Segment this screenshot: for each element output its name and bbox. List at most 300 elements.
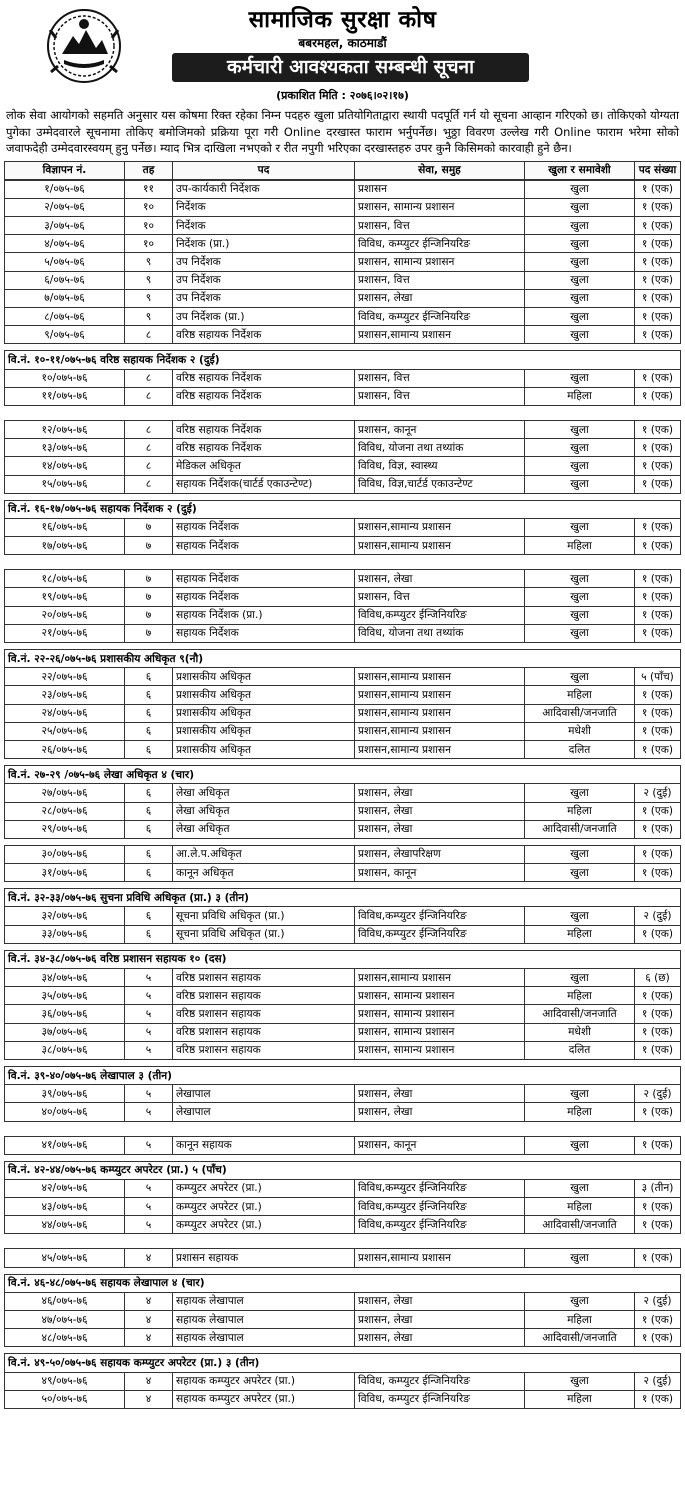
level: ११ (125, 180, 173, 198)
category: खुला (525, 369, 635, 387)
ad-number: २२/०७५-७६ (5, 668, 125, 686)
post-count: २ (दुई) (635, 907, 681, 925)
table-row (5, 1005, 681, 1023)
post-count: ६ (छ) (635, 969, 681, 987)
vacancy-section (4, 569, 681, 643)
post-count: १ (एक) (635, 369, 681, 387)
post-count: १ (एक) (635, 686, 681, 704)
vacancy-section (4, 500, 681, 556)
post-count: १ (एक) (635, 518, 681, 536)
ad-number: १७/०७५-७६ (5, 537, 125, 555)
post: उप निर्देशक (173, 289, 355, 307)
post-count: १ (एक) (635, 1103, 681, 1121)
post-count: ३ (तीन) (635, 1179, 681, 1197)
table-row (5, 740, 681, 758)
post-count: १ (एक) (635, 198, 681, 216)
section-heading: वि.नं. ४९-५०/०७५-७६ सहायक कम्प्युटर अपरेटर (प्रा.) ३ (तीन) (5, 1354, 681, 1372)
section-heading: वि.नं. ३२-३३/०७५-७६ सुचना प्रविधि अधिकृत (प्रा.) ३ (तीन) (5, 889, 681, 907)
table-row (5, 1085, 681, 1103)
post-count: १ (एक) (635, 740, 681, 758)
table-row (5, 722, 681, 740)
table-header (4, 161, 681, 180)
post: सहायक निर्देशक (प्रा.) (173, 606, 355, 624)
category: महिला (525, 925, 635, 943)
ad-number: ५/०७५-७६ (5, 253, 125, 271)
category: खुला (525, 217, 635, 235)
category: खुला (525, 907, 635, 925)
post: लेखापाल (173, 1103, 355, 1121)
post: वरिष्ठ सहायक निर्देशक (173, 439, 355, 457)
category: खुला (525, 271, 635, 289)
post-count: १ (एक) (635, 1136, 681, 1154)
post-count: २ (दुई) (635, 1372, 681, 1390)
service-group: प्रशासन, वित्त (355, 588, 525, 606)
table-row (5, 198, 681, 216)
level: ६ (125, 722, 173, 740)
table-row (5, 235, 681, 253)
ad-number: ३३/०७५-७६ (5, 925, 125, 943)
service-group: विविध, कम्प्युटर ईन्जिनियरिङ (355, 1372, 525, 1390)
service-group: प्रशासन, लेखा (355, 1292, 525, 1310)
table-row (5, 271, 681, 289)
ad-number: ८/०७५-७६ (5, 308, 125, 326)
table-row (5, 864, 681, 882)
published-date: (प्रकाशित मिति : २०७६।०२।१७) (276, 89, 409, 102)
post: प्रशासकीय अधिकृत (173, 704, 355, 722)
ad-number: ३२/०७५-७६ (5, 907, 125, 925)
post-count: १ (एक) (635, 217, 681, 235)
ad-number: २/०७५-७६ (5, 198, 125, 216)
post: उप निर्देशक (173, 271, 355, 289)
table-row (5, 1390, 681, 1408)
post-count: १ (एक) (635, 235, 681, 253)
level: ६ (125, 820, 173, 838)
service-group: विविध,कम्प्युटर ईन्जिनियरिङ (355, 907, 525, 925)
service-group: प्रशासन, लेखा (355, 1103, 525, 1121)
post-count: १ (एक) (635, 475, 681, 493)
post-count: १ (एक) (635, 439, 681, 457)
level: ८ (125, 326, 173, 344)
category: खुला (525, 518, 635, 536)
post-count: १ (एक) (635, 1198, 681, 1216)
post: वरिष्ठ सहायक निर्देशक (173, 420, 355, 438)
ad-number: १/०७५-७६ (5, 180, 125, 198)
category: खुला (525, 439, 635, 457)
column-header-category: खुला र समावेशी (525, 161, 635, 179)
category: महिला (525, 1390, 635, 1408)
table-row (5, 588, 681, 606)
level: ७ (125, 518, 173, 536)
ad-number: १४/०७५-७६ (5, 457, 125, 475)
table-row (5, 1249, 681, 1267)
category: खुला (525, 969, 635, 987)
category: खुला (525, 784, 635, 802)
table-row (5, 420, 681, 438)
service-group: प्रशासन,सामान्य प्रशासन (355, 704, 525, 722)
service-group: प्रशासन,सामान्य प्रशासन (355, 969, 525, 987)
category: खुला (525, 308, 635, 326)
vacancy-section (4, 1248, 681, 1267)
section-heading: वि.नं. १०-११/०७५-७६ वरिष्ठ सहायक निर्देशक २ (दुई) (5, 351, 681, 369)
level: ६ (125, 704, 173, 722)
ad-number: ४६/०७५-७६ (5, 1292, 125, 1310)
ad-number: ४१/०७५-७६ (5, 1136, 125, 1154)
post: सहायक निर्देशक (173, 537, 355, 555)
table-row (5, 969, 681, 987)
service-group: विविध, विज्ञ, स्वास्थ्य (355, 457, 525, 475)
post: वरिष्ठ सहायक निर्देशक (173, 369, 355, 387)
table-row (5, 606, 681, 624)
ad-number: ७/०७५-७६ (5, 289, 125, 307)
level: ५ (125, 1136, 173, 1154)
table-row (5, 624, 681, 642)
service-group: प्रशासन, लेखा (355, 820, 525, 838)
ad-number: २६/०७५-७६ (5, 740, 125, 758)
category: मधेशी (525, 722, 635, 740)
table-row (5, 925, 681, 943)
notice-title: कर्मचारी आवश्यकता सम्बन्धी सूचना (172, 53, 529, 82)
post: सहायक निर्देशक (173, 624, 355, 642)
service-group: प्रशासन, लेखा (355, 784, 525, 802)
level: ६ (125, 925, 173, 943)
table-row (5, 820, 681, 838)
post: प्रशासकीय अधिकृत (173, 740, 355, 758)
vacancy-section (4, 950, 681, 1060)
post: उप निर्देशक (173, 253, 355, 271)
category: महिला (525, 686, 635, 704)
level: ५ (125, 1179, 173, 1197)
category: खुला (525, 1292, 635, 1310)
level: ५ (125, 1005, 173, 1023)
category: दलित (525, 740, 635, 758)
service-group: प्रशासन,सामान्य प्रशासन (355, 326, 525, 344)
level: ६ (125, 668, 173, 686)
ad-number: ४२/०७५-७६ (5, 1179, 125, 1197)
ad-number: ६/०७५-७६ (5, 271, 125, 289)
category: खुला (525, 180, 635, 198)
table-row (5, 570, 681, 588)
post-count: २ (दुई) (635, 1085, 681, 1103)
category: खुला (525, 198, 635, 216)
service-group: प्रशासन, कानून (355, 1136, 525, 1154)
service-group: प्रशासन,सामान्य प्रशासन (355, 1249, 525, 1267)
section-heading: वि.नं. ४६-४८/०७५-७६ सहायक लेखापाल ४ (चार) (5, 1274, 681, 1292)
post-count: २ (दुई) (635, 1292, 681, 1310)
category: खुला (525, 668, 635, 686)
post: कम्प्युटर अपरेटर (प्रा.) (173, 1216, 355, 1234)
level: १० (125, 235, 173, 253)
level: ६ (125, 907, 173, 925)
post-count: १ (एक) (635, 253, 681, 271)
category: खुला (525, 1136, 635, 1154)
table-row (5, 1041, 681, 1059)
table-row (5, 704, 681, 722)
service-group: प्रशासन,सामान्य प्रशासन (355, 740, 525, 758)
post-count: १ (एक) (635, 387, 681, 405)
service-group: विविध,कम्प्युटर ईन्जिनियरिङ (355, 1179, 525, 1197)
service-group: प्रशासन, लेखापरिक्षण (355, 845, 525, 863)
ad-number: ३५/०७५-७६ (5, 987, 125, 1005)
ad-number: ४७/०७५-७६ (5, 1311, 125, 1329)
service-group: विविध,कम्प्युटर ईन्जिनियरिङ (355, 606, 525, 624)
ad-number: ३/०७५-७६ (5, 217, 125, 235)
table-row (5, 439, 681, 457)
post-count: १ (एक) (635, 570, 681, 588)
ad-number: ३१/०७५-७६ (5, 864, 125, 882)
level: ४ (125, 1329, 173, 1347)
level: ५ (125, 987, 173, 1005)
column-header-post: पद (173, 161, 355, 179)
category: महिला (525, 1311, 635, 1329)
post-count: १ (एक) (635, 308, 681, 326)
column-header-service-group: सेवा, समुह (355, 161, 525, 179)
service-group: विविध,कम्प्युटर ईन्जिनियरिङ (355, 1198, 525, 1216)
header (4, 0, 681, 104)
table-row (5, 802, 681, 820)
category: आदिवासी/जनजाति (525, 1216, 635, 1234)
service-group: प्रशासन,सामान्य प्रशासन (355, 668, 525, 686)
ad-number: १८/०७५-७६ (5, 570, 125, 588)
post: उप निर्देशक (प्रा.) (173, 308, 355, 326)
service-group: प्रशासन,सामान्य प्रशासन (355, 518, 525, 536)
section-heading: वि.नं. ४२-४४/०७५-७६ कम्प्युटर अपरेटर (प्रा.) ५ (पाँच) (5, 1161, 681, 1179)
post-count: १ (एक) (635, 802, 681, 820)
post-count: १ (एक) (635, 606, 681, 624)
post: सहायक निर्देशक (173, 518, 355, 536)
org-title: सामाजिक सुरक्षा कोष (248, 7, 437, 33)
service-group: विविध, कम्प्युटर ईन्जिनियरिङ (355, 235, 525, 253)
category: आदिवासी/जनजाति (525, 704, 635, 722)
post-count: १ (एक) (635, 271, 681, 289)
post: प्रशासकीय अधिकृत (173, 668, 355, 686)
post: सहायक कम्प्युटर अपरेटर (प्रा.) (173, 1372, 355, 1390)
service-group: प्रशासन,सामान्य प्रशासन (355, 722, 525, 740)
level: ६ (125, 802, 173, 820)
post-count: १ (एक) (635, 537, 681, 555)
level: ७ (125, 624, 173, 642)
post-count: १ (एक) (635, 1005, 681, 1023)
post-count: १ (एक) (635, 1249, 681, 1267)
post-count: १ (एक) (635, 624, 681, 642)
post: वरिष्ठ प्रशासन सहायक (173, 1041, 355, 1059)
ad-number: ३९/०७५-७६ (5, 1085, 125, 1103)
ad-number: ११/०७५-७६ (5, 387, 125, 405)
post: कम्प्युटर अपरेटर (प्रा.) (173, 1198, 355, 1216)
post-count: १ (एक) (635, 925, 681, 943)
table-row (5, 1292, 681, 1310)
section-heading: वि.नं. २२-२६/०७५-७६ प्रशासकीय अधिकृत ९(नौ) (5, 650, 681, 668)
service-group: विविध, योजना तथा तथ्यांक (355, 624, 525, 642)
ad-number: ४४/०७५-७६ (5, 1216, 125, 1234)
ad-number: १२/०७५-७६ (5, 420, 125, 438)
vacancy-section (4, 765, 681, 839)
post: लेखापाल (173, 1085, 355, 1103)
table-row (5, 987, 681, 1005)
level: ५ (125, 1085, 173, 1103)
category: आदिवासी/जनजाति (525, 1005, 635, 1023)
category: महिला (525, 987, 635, 1005)
vacancy-listing (4, 161, 681, 1409)
post-count: १ (एक) (635, 864, 681, 882)
vacancy-section (4, 1066, 681, 1122)
post: वरिष्ठ सहायक निर्देशक (173, 326, 355, 344)
ad-number: १९/०७५-७६ (5, 588, 125, 606)
level: ८ (125, 420, 173, 438)
vacancy-section (4, 1161, 681, 1235)
category: खुला (525, 253, 635, 271)
post: सहायक लेखापाल (173, 1311, 355, 1329)
ad-number: ३६/०७५-७६ (5, 1005, 125, 1023)
post: आ.ले.प.अधिकृत (173, 845, 355, 863)
service-group: विविध, योजना तथा तथ्यांक (355, 439, 525, 457)
post-count: १ (एक) (635, 289, 681, 307)
vacancy-section (4, 845, 681, 882)
level: ६ (125, 864, 173, 882)
post: निर्देशक (प्रा.) (173, 235, 355, 253)
ad-number: ४९/०७५-७६ (5, 1372, 125, 1390)
category: खुला (525, 1372, 635, 1390)
ad-number: २७/०७५-७६ (5, 784, 125, 802)
category: आदिवासी/जनजाति (525, 820, 635, 838)
vacancy-section (4, 180, 681, 345)
vacancy-section (4, 649, 681, 759)
level: ९ (125, 308, 173, 326)
category: खुला (525, 289, 635, 307)
category: दलित (525, 1041, 635, 1059)
ad-number: २०/०७५-७६ (5, 606, 125, 624)
level: ९ (125, 289, 173, 307)
ad-number: ४८/०७५-७६ (5, 1329, 125, 1347)
table-row (5, 1103, 681, 1121)
post: वरिष्ठ प्रशासन सहायक (173, 969, 355, 987)
service-group: विविध, कम्प्युटर ईन्जिनियरिङ (355, 308, 525, 326)
vacancy-section (4, 350, 681, 406)
category: महिला (525, 802, 635, 820)
post: सहायक निर्देशक (173, 570, 355, 588)
table-row (5, 686, 681, 704)
service-group: प्रशासन, वित्त (355, 217, 525, 235)
level: ४ (125, 1390, 173, 1408)
table-row (5, 1136, 681, 1154)
post-count: १ (एक) (635, 845, 681, 863)
post: कानून अधिकृत (173, 864, 355, 882)
section-heading: वि.नं. १६-१७/०७५-७६ सहायक निर्देशक २ (दुई) (5, 500, 681, 518)
ad-number: २४/०७५-७६ (5, 704, 125, 722)
section-heading: वि.नं. २७-२९ /०७५-७६ लेखा अधिकृत ४ (चार) (5, 766, 681, 784)
post: कानून सहायक (173, 1136, 355, 1154)
level: ६ (125, 845, 173, 863)
table-row (5, 1216, 681, 1234)
ad-number: ४०/०७५-७६ (5, 1103, 125, 1121)
table-row (5, 1179, 681, 1197)
category: महिला (525, 1198, 635, 1216)
service-group: प्रशासन, कानून (355, 420, 525, 438)
service-group: प्रशासन, वित्त (355, 387, 525, 405)
ad-number: १०/०७५-७६ (5, 369, 125, 387)
post-count: १ (एक) (635, 1216, 681, 1234)
column-header-ad-number: विज्ञापन नं. (5, 161, 125, 179)
level: ५ (125, 1041, 173, 1059)
level: ८ (125, 387, 173, 405)
category: खुला (525, 457, 635, 475)
post: सूचना प्रविधि अधिकृत (प्रा.) (173, 925, 355, 943)
post: लेखा अधिकृत (173, 820, 355, 838)
post-count: १ (एक) (635, 588, 681, 606)
category: महिला (525, 537, 635, 555)
org-address: बबरमहल, काठमाडौं (298, 36, 387, 50)
service-group: विविध,कम्प्युटर ईन्जिनियरिङ (355, 1216, 525, 1234)
post: उप-कार्यकारी निर्देशक (173, 180, 355, 198)
vacancy-section (4, 1274, 681, 1348)
table-row (5, 1372, 681, 1390)
ad-number: ९/०७५-७६ (5, 326, 125, 344)
post: प्रशासन सहायक (173, 1249, 355, 1267)
category: आदिवासी/जनजाति (525, 1329, 635, 1347)
post-count: १ (एक) (635, 1023, 681, 1041)
post-count: १ (एक) (635, 457, 681, 475)
level: ८ (125, 439, 173, 457)
service-group: प्रशासन,सामान्य प्रशासन (355, 686, 525, 704)
table-row (5, 475, 681, 493)
ad-number: १५/०७५-७६ (5, 475, 125, 493)
level: ७ (125, 537, 173, 555)
ad-number: २५/०७५-७६ (5, 722, 125, 740)
category: खुला (525, 1249, 635, 1267)
ad-number: ३०/०७५-७६ (5, 845, 125, 863)
level: ४ (125, 1249, 173, 1267)
service-group: विविध,कम्प्युटर ईन्जिनियरिङ (355, 925, 525, 943)
post: सहायक निर्देशक (173, 588, 355, 606)
post: निर्देशक (173, 217, 355, 235)
category: खुला (525, 864, 635, 882)
post-count: १ (एक) (635, 820, 681, 838)
post-count: १ (एक) (635, 420, 681, 438)
level: ५ (125, 969, 173, 987)
service-group: प्रशासन, लेखा (355, 570, 525, 588)
post: लेखा अधिकृत (173, 802, 355, 820)
category: खुला (525, 475, 635, 493)
service-group: प्रशासन, कानून (355, 864, 525, 882)
table-row (5, 308, 681, 326)
service-group: प्रशासन, लेखा (355, 1085, 525, 1103)
category: महिला (525, 387, 635, 405)
service-group: प्रशासन, सामान्य प्रशासन (355, 1023, 525, 1041)
intro-paragraph: लोक सेवा आयोगको सहमति अनुसार यस कोषमा रिक्त रहेका निम्न पदहरु खुला प्रतियोगिताद्वारा स्थायी पदपूर्ति गर्न यो सूचना आव्हान गरिएको छ। तोकिएको योग्यता पुगेका उम्मेदवारले सूचनामा तोकिए बमोजिमको प्रक्रिया पूरा गरी Online दरखास्त फाराम भर्नुपर्नेछ। भुठ्ठा विवरण उल्लेख गरी Online फाराम भरेमा सोको जवाफदेही उम्मेदवारस्वयम् हुनु पर्नेछ। म्याद भित्र दाखिला नभएको र रीत नपुगी भरिएका दरखास्तहरु उपर कुनै किसिमको कारवाही हुने छैन। (6, 108, 679, 155)
post: वरिष्ठ प्रशासन सहायक (173, 1005, 355, 1023)
level: ५ (125, 1023, 173, 1041)
level: ८ (125, 457, 173, 475)
table-row (5, 1329, 681, 1347)
service-group: प्रशासन, सामान्य प्रशासन (355, 1005, 525, 1023)
level: ६ (125, 740, 173, 758)
post-count: १ (एक) (635, 326, 681, 344)
category: खुला (525, 606, 635, 624)
level: ७ (125, 588, 173, 606)
post-count: १ (एक) (635, 722, 681, 740)
post-count: १ (एक) (635, 987, 681, 1005)
table-row (5, 289, 681, 307)
table-row (5, 668, 681, 686)
table-row (5, 326, 681, 344)
level: १० (125, 198, 173, 216)
table-row (5, 1311, 681, 1329)
post-count: १ (एक) (635, 704, 681, 722)
post: सहायक निर्देशक(चार्टर्ड एकाउन्टेण्ट) (173, 475, 355, 493)
post: सूचना प्रविधि अधिकृत (प्रा.) (173, 907, 355, 925)
table-row (5, 845, 681, 863)
vacancy-section (4, 1353, 681, 1409)
service-group: प्रशासन, सामान्य प्रशासन (355, 198, 525, 216)
